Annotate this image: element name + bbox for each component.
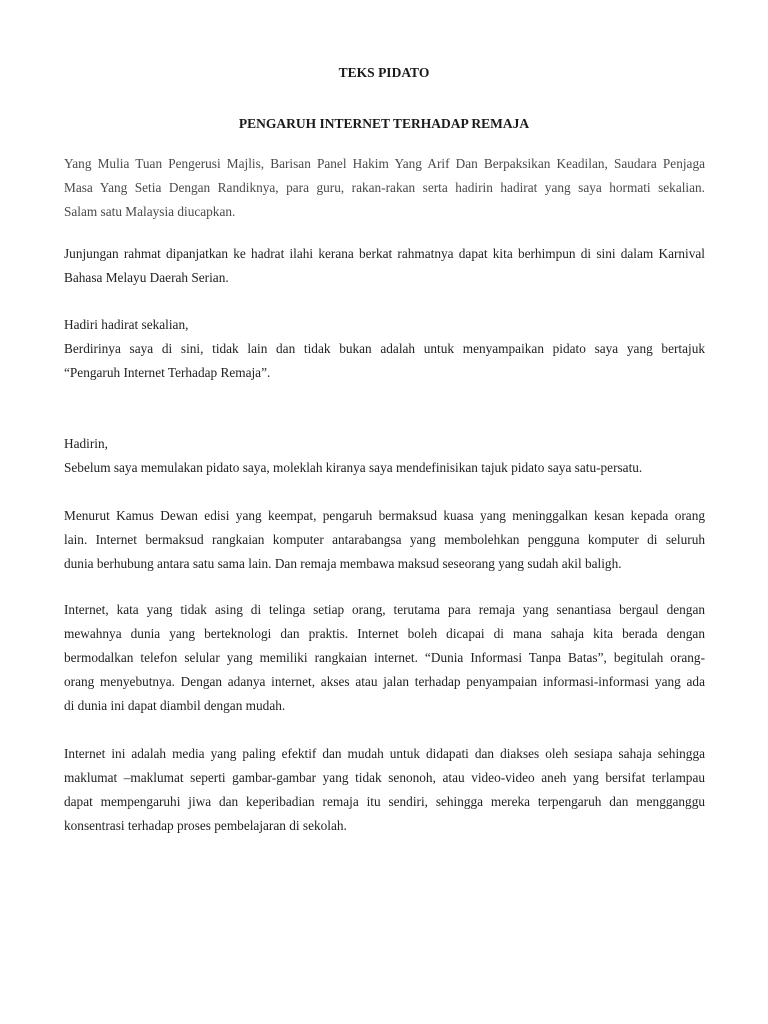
text-line: mewahnya dunia yang berteknologi dan praktis. Internet boleh dicapai di mana sahaja kita berada dengan [64, 626, 705, 641]
text-line: Menurut Kamus Dewan edisi yang keempat, pengaruh bermaksud kuasa yang meninggalkan kesan kepada orang [64, 508, 705, 523]
text-line: Berdirinya saya di sini, tidak lain dan tidak bukan adalah untuk menyampaikan pidato saya yang bertajuk [64, 341, 705, 356]
paragraph-internet-effects [64, 742, 705, 838]
text-line: Internet, kata yang tidak asing di telinga setiap orang, terutama para remaja yang senantiasa bergaul dengan [64, 602, 705, 617]
text-line: dapat mempengaruhi jiwa dan keperibadian remaja itu sendiri, sehingga mereka terpengaruh dan mengganggu [64, 794, 705, 809]
text-line: konsentrasi terhadap proses pembelajaran di sekolah. [64, 818, 347, 833]
text-line: Masa Yang Setia Dengan Randiknya, para guru, rakan-rakan serta hadirin hadirat yang saya hormati sekalian. [64, 180, 705, 195]
document-title: TEKS PIDATO [338, 65, 430, 80]
text-line: Junjungan rahmat dipanjatkan ke hadrat ilahi kerana berkat rahmatnya dapat kita berhimpun di sini dalam Karnival [64, 246, 705, 261]
text-line: Yang Mulia Tuan Pengerusi Majlis, Barisan Panel Hakim Yang Arif Dan Berpaksikan Keadilan, Saudara Penjaga [64, 156, 705, 171]
text-line: di dunia ini dapat diambil dengan mudah. [64, 698, 286, 713]
paragraph-definitions [64, 504, 705, 576]
text-line: orang menyebutnya. Dengan adanya internet, akses atau jalan terhadap penyampaian informasi-informasi yang ada [64, 674, 705, 689]
text-line: “Pengaruh Internet Terhadap Remaja”. [64, 365, 271, 380]
paragraph-definition-intro [64, 432, 705, 480]
paragraph-gratitude [64, 242, 705, 290]
text-line: Hadirin, [64, 436, 108, 451]
text-line: Sebelum saya memulakan pidato saya, moleklah kiranya saya mendefinisikan tajuk pidato saya satu-persatu. [64, 460, 643, 475]
text-line: lain. Internet bermaksud rangkaian komputer antarabangsa yang membolehkan pengguna komputer di seluruh [64, 532, 705, 547]
text-line: Salam satu Malaysia diucapkan. [64, 204, 236, 219]
text-line: Bahasa Melayu Daerah Serian. [64, 270, 229, 285]
paragraph-salutation [64, 152, 705, 224]
paragraph-internet-description [64, 598, 705, 718]
text-line: Internet ini adalah media yang paling efektif dan mudah untuk didapati dan diakses oleh sesiapa sahaja sehingga [64, 746, 705, 761]
text-line: Hadiri hadirat sekalian, [64, 317, 189, 332]
text-line: bermodalkan telefon selular yang memiliki rangkaian internet. “Dunia Informasi Tanpa Batas”, begitulah orang- [64, 650, 705, 665]
document-subtitle: PENGARUH INTERNET TERHADAP REMAJA [238, 116, 530, 131]
paragraph-introduction [64, 313, 705, 385]
text-line: dunia berhubung antara satu sama lain. Dan remaja membawa maksud seseorang yang sudah akil baligh. [64, 556, 622, 571]
text-line: maklumat –maklumat seperti gambar-gambar yang tidak senonoh, atau video-video aneh yang bersifat terlampau [64, 770, 705, 785]
